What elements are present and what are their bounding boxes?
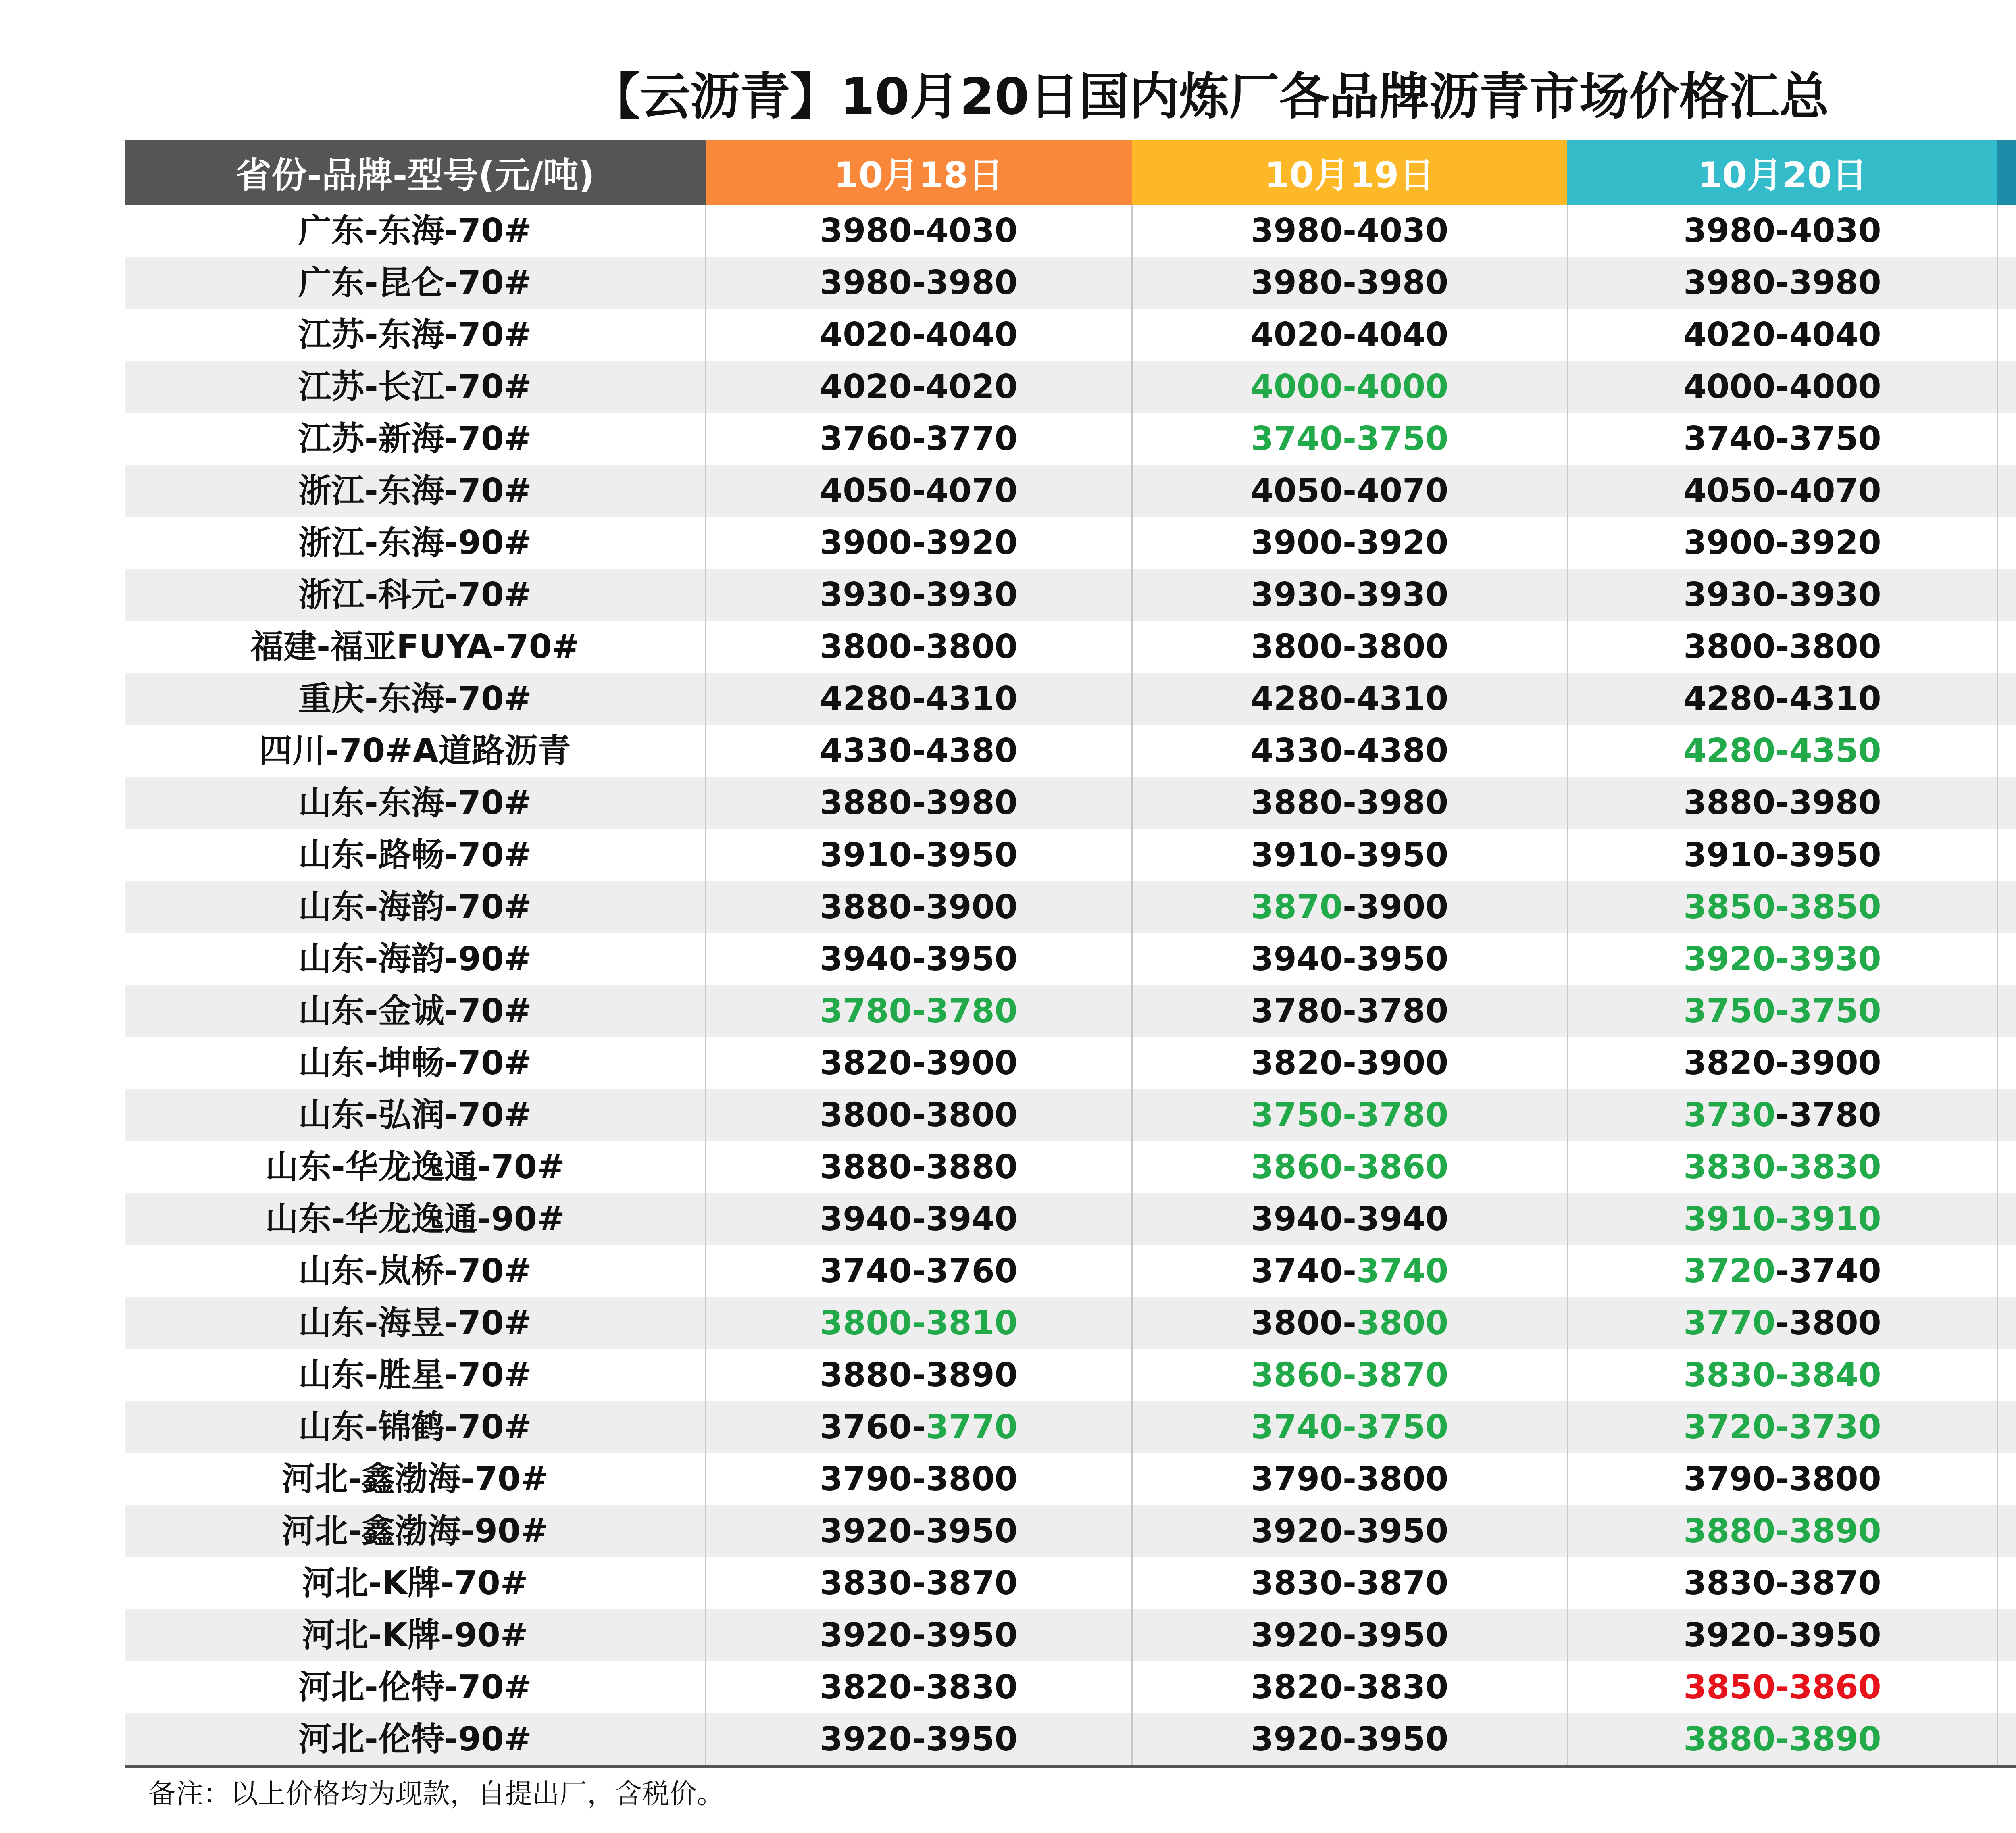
price-oct-20-cell [1567, 517, 1997, 569]
value-segment: 3940-3940 [820, 1200, 1018, 1238]
product-cell: 山东-华龙逸通-70# [265, 1148, 565, 1186]
value-segment: 4280-4310 [1683, 680, 1881, 718]
table-row [125, 1661, 2016, 1713]
price-oct-20-cell [1567, 257, 1997, 309]
value-segment: 3760-3770 [820, 420, 1018, 458]
table-row [125, 1453, 2016, 1505]
price-oct-20-cell [1567, 1557, 1997, 1609]
value-segment: 3740- [1250, 1252, 1357, 1290]
price-oct-19-cell [1132, 777, 1567, 829]
value-segment: 3850-3860 [1683, 1668, 1881, 1706]
price-oct-19-cell [1132, 361, 1567, 413]
product-cell: 山东-海韵-70# [125, 881, 706, 933]
value-segment: 3800-3800 [1250, 628, 1449, 666]
value-segment: 3940-3950 [820, 940, 1018, 978]
value-segment: 3920-3950 [1250, 1512, 1449, 1550]
value-segment: 4280-4310 [1250, 680, 1449, 718]
price-oct-20-cell [1567, 1297, 1997, 1349]
change-cell [1997, 257, 2016, 309]
value-segment: 3740-3750 [1250, 1408, 1449, 1446]
value-segment: 3720-3730 [1683, 1408, 1881, 1446]
value-segment: 3980-3980 [1683, 264, 1881, 302]
value-segment: 3750-3780 [1250, 1096, 1449, 1134]
price-oct-18-cell [706, 1557, 1132, 1609]
value-segment: 3780-3780 [820, 992, 1018, 1030]
value-segment: 3760- [820, 1408, 926, 1446]
value-segment: 3820-3830 [820, 1668, 1018, 1706]
change-cell [1997, 517, 2016, 569]
table-row [125, 257, 2016, 309]
product-cell: 山东-锦鹤-70# [125, 1401, 706, 1453]
change-cell [1997, 881, 2016, 933]
value-segment: -3740 [1775, 1252, 1881, 1290]
change-cell [1997, 777, 2016, 829]
price-oct-20-cell [1567, 1661, 1997, 1713]
price-oct-19-cell [1132, 257, 1567, 309]
price-oct-18-cell [706, 1661, 1132, 1713]
price-oct-18-cell [706, 881, 1132, 933]
value-segment: 3920-3950 [820, 1720, 1018, 1758]
value-segment: 3930-3930 [1683, 576, 1881, 614]
product-cell: 山东-岚桥-70# [298, 1252, 532, 1290]
product-cell: 山东-东海-70# [125, 777, 706, 829]
change-cell [1997, 1193, 2016, 1245]
table-row [125, 361, 2016, 413]
table-row [125, 673, 2016, 725]
value-segment: 3820-3900 [1250, 1044, 1449, 1082]
price-oct-20-cell [1567, 1245, 1997, 1297]
price-oct-19-cell [1132, 465, 1567, 517]
table-row [125, 1037, 2016, 1089]
price-oct-18-cell [706, 1713, 1132, 1767]
change-cell [1997, 205, 2016, 257]
price-oct-19-cell [1132, 933, 1567, 985]
change-cell [1997, 413, 2016, 465]
value-segment: 3800-3800 [1683, 628, 1881, 666]
price-oct-19-cell [1132, 985, 1567, 1037]
price-oct-18-cell [706, 1349, 1132, 1401]
value-segment: 3910-3950 [820, 836, 1018, 874]
price-oct-19-cell [1132, 205, 1567, 257]
price-oct-18-cell [706, 777, 1132, 829]
price-oct-18-cell [706, 673, 1132, 725]
value-segment: 3920-3950 [1250, 1720, 1449, 1758]
change-cell [1997, 1245, 2016, 1297]
change-cell [1997, 1453, 2016, 1505]
product-cell: 四川-70#A道路沥青 [259, 732, 571, 770]
price-oct-19-cell [1132, 673, 1567, 725]
header-change [1997, 140, 2016, 205]
table-row [125, 621, 2016, 673]
table-row [125, 1245, 2016, 1297]
product-cell: 山东-海韵-90# [298, 940, 532, 978]
change-cell [1997, 1349, 2016, 1401]
price-oct-18-cell [706, 1401, 1132, 1453]
value-segment: 3930-3930 [820, 576, 1018, 614]
change-cell [1997, 465, 2016, 517]
table-row [125, 1401, 2016, 1453]
value-segment: 3770 [925, 1408, 1018, 1446]
price-oct-18-cell [706, 1089, 1132, 1141]
table-row [125, 1505, 2016, 1557]
change-cell [1997, 1557, 2016, 1609]
price-oct-19-cell [1132, 1401, 1567, 1453]
price-oct-20-cell [1567, 933, 1997, 985]
value-segment: -3900 [1342, 888, 1449, 926]
value-segment: 3910-3950 [1250, 836, 1449, 874]
value-segment: 3800-3810 [820, 1304, 1018, 1342]
value-segment: 3740 [1356, 1252, 1449, 1290]
price-oct-19-cell [1132, 309, 1567, 361]
value-segment: 4020-4040 [1683, 316, 1881, 354]
product-cell: 重庆-东海-70# [125, 673, 706, 725]
price-oct-19-cell [1132, 1349, 1567, 1401]
price-oct-20-cell [1567, 1193, 1997, 1245]
price-oct-20-cell [1567, 1349, 1997, 1401]
price-oct-20-cell [1567, 1089, 1997, 1141]
price-oct-18-cell [706, 1245, 1132, 1297]
product-cell: 河北-鑫渤海-70# [281, 1460, 548, 1498]
value-segment: 3850-3850 [1683, 888, 1881, 926]
header-oct-18: 10月18日 [706, 140, 1132, 205]
product-cell: 山东-胜星-70# [298, 1356, 532, 1394]
price-oct-20-cell [1567, 673, 1997, 725]
table-row [125, 1089, 2016, 1141]
price-oct-20-cell [1567, 1141, 1997, 1193]
value-segment: 3800-3800 [820, 1096, 1018, 1134]
price-oct-19-cell [1132, 1713, 1567, 1767]
change-cell [1997, 1401, 2016, 1453]
price-oct-19-cell [1132, 725, 1567, 777]
price-oct-19-cell [1132, 1089, 1567, 1141]
value-segment: 3940-3950 [1250, 940, 1449, 978]
value-segment: 3980-3980 [1250, 264, 1449, 302]
price-table [125, 140, 2016, 1768]
value-segment: 4020-4040 [820, 316, 1018, 354]
price-oct-19-cell [1132, 621, 1567, 673]
value-segment: 3880-3890 [1683, 1720, 1881, 1758]
price-oct-20-cell [1567, 205, 1997, 257]
price-oct-20-cell [1567, 569, 1997, 621]
value-segment: 4000-4000 [1683, 368, 1881, 406]
price-oct-19-cell [1132, 1193, 1567, 1245]
change-cell [1997, 361, 2016, 413]
change-cell [1997, 1297, 2016, 1349]
price-oct-19-cell [1132, 1297, 1567, 1349]
price-oct-19-cell [1132, 1037, 1567, 1089]
table-row [125, 205, 2016, 257]
change-cell [1997, 985, 2016, 1037]
product-cell: 福建-福亚FUYA-70# [250, 628, 580, 666]
price-oct-20-cell [1567, 1401, 1997, 1453]
value-segment: 3830-3830 [1683, 1148, 1881, 1186]
table-row [125, 1713, 2016, 1767]
price-oct-20-cell [1567, 881, 1997, 933]
product-cell: 浙江-东海-90# [298, 524, 532, 562]
value-segment: 4280-4310 [820, 680, 1018, 718]
value-segment: 4050-4070 [820, 472, 1018, 510]
price-oct-19-cell [1132, 1245, 1567, 1297]
product-cell: 江苏-东海-70# [298, 316, 532, 354]
price-oct-20-cell [1567, 1453, 1997, 1505]
price-oct-19-cell [1132, 1557, 1567, 1609]
price-oct-18-cell [706, 257, 1132, 309]
value-segment: 3830-3840 [1683, 1356, 1881, 1394]
header-oct-19: 10月19日 [1132, 140, 1567, 205]
header-oct-20: 10月20日 [1567, 140, 1997, 205]
value-segment: 3830-3870 [1683, 1564, 1881, 1602]
price-oct-19-cell [1132, 1609, 1567, 1661]
change-cell [1997, 673, 2016, 725]
table-row [125, 881, 2016, 933]
product-cell: 山东-金诚-70# [125, 985, 706, 1037]
value-segment: 3870 [1250, 888, 1343, 926]
header-province-brand-model: 省份-品牌-型号(元/吨) [125, 140, 706, 205]
value-segment: 3930-3930 [1250, 576, 1449, 614]
value-segment: 3740-3750 [1683, 420, 1881, 458]
value-segment: 3920-3950 [820, 1512, 1018, 1550]
value-segment: 3980-4030 [1683, 212, 1881, 250]
value-segment: 3920-3950 [1250, 1616, 1449, 1654]
value-segment: 3800- [1250, 1304, 1357, 1342]
change-cell [1997, 1609, 2016, 1661]
price-oct-18-cell [706, 1609, 1132, 1661]
product-cell: 广东-东海-70# [298, 212, 532, 250]
product-cell: 广东-昆仑-70# [125, 257, 706, 309]
table-row [125, 829, 2016, 881]
price-oct-20-cell [1567, 985, 1997, 1037]
product-cell: 山东-弘润-70# [125, 1089, 706, 1141]
table-row [125, 1609, 2016, 1661]
price-oct-18-cell [706, 1037, 1132, 1089]
value-segment: -3780 [1775, 1096, 1881, 1134]
price-oct-18-cell [706, 1141, 1132, 1193]
price-oct-20-cell [1567, 725, 1997, 777]
value-segment: 4050-4070 [1250, 472, 1449, 510]
value-segment: 3980-4030 [820, 212, 1018, 250]
price-oct-18-cell [706, 621, 1132, 673]
price-oct-20-cell [1567, 1609, 1997, 1661]
value-segment: 3720 [1683, 1252, 1776, 1290]
price-oct-20-cell [1567, 465, 1997, 517]
price-oct-18-cell [706, 933, 1132, 985]
value-segment: 3880-3890 [820, 1356, 1018, 1394]
product-cell: 河北-K牌-90# [125, 1609, 706, 1661]
price-oct-20-cell [1567, 777, 1997, 829]
value-segment: 3880-3980 [1683, 784, 1881, 822]
product-cell: 河北-K牌-70# [302, 1564, 528, 1602]
value-segment: 3740-3760 [820, 1252, 1018, 1290]
table-header [125, 140, 2016, 205]
table-row [125, 1557, 2016, 1609]
table-row [125, 725, 2016, 777]
price-oct-19-cell [1132, 1505, 1567, 1557]
price-oct-19-cell [1132, 881, 1567, 933]
product-cell: 河北-伦特-90# [125, 1713, 706, 1767]
price-oct-20-cell [1567, 1037, 1997, 1089]
value-segment: 4000-4000 [1250, 368, 1449, 406]
product-cell: 山东-海昱-70# [125, 1297, 706, 1349]
price-oct-18-cell [706, 829, 1132, 881]
value-segment: 3820-3900 [820, 1044, 1018, 1082]
price-oct-18-cell [706, 725, 1132, 777]
price-oct-19-cell [1132, 829, 1567, 881]
price-oct-18-cell [706, 1297, 1132, 1349]
value-segment: 4280-4350 [1683, 732, 1881, 770]
value-segment: 3800-3800 [820, 628, 1018, 666]
value-segment: -3800 [1775, 1304, 1881, 1342]
value-segment: 3900-3920 [1250, 524, 1449, 562]
value-segment: 3790-3800 [1250, 1460, 1449, 1498]
value-segment: 4020-4020 [820, 368, 1018, 406]
price-oct-19-cell [1132, 1661, 1567, 1713]
price-oct-19-cell [1132, 413, 1567, 465]
price-oct-20-cell [1567, 1505, 1997, 1557]
price-oct-20-cell [1567, 309, 1997, 361]
price-oct-19-cell [1132, 1141, 1567, 1193]
price-oct-18-cell [706, 569, 1132, 621]
change-cell [1997, 933, 2016, 985]
change-cell [1997, 1037, 2016, 1089]
product-cell: 浙江-科元-70# [125, 569, 706, 621]
value-segment: 4330-4380 [820, 732, 1018, 770]
value-segment: 3860-3860 [1250, 1148, 1449, 1186]
value-segment: 4050-4070 [1683, 472, 1881, 510]
price-oct-18-cell [706, 1453, 1132, 1505]
price-oct-18-cell [706, 309, 1132, 361]
table-row [125, 777, 2016, 829]
page-title: 【云沥青】10月20日国内炼厂各品牌沥青市场价格汇总 [590, 68, 1829, 126]
value-segment: 3980-3980 [820, 264, 1018, 302]
value-segment: 3920-3950 [1683, 1616, 1881, 1654]
product-cell: 山东-路畅-70# [298, 836, 532, 874]
value-segment: 3920-3930 [1683, 940, 1881, 978]
change-cell [1997, 1505, 2016, 1557]
change-cell [1997, 1661, 2016, 1713]
price-oct-18-cell [706, 517, 1132, 569]
value-segment: 3910-3950 [1683, 836, 1881, 874]
table-body [125, 205, 2016, 1767]
product-cell: 河北-鑫渤海-90# [125, 1505, 706, 1557]
value-segment: 3910-3910 [1683, 1200, 1881, 1238]
change-cell [1997, 829, 2016, 881]
value-segment: 3830-3870 [1250, 1564, 1449, 1602]
value-segment: 3740-3750 [1250, 420, 1449, 458]
value-segment: 3800 [1356, 1304, 1449, 1342]
table-row [125, 569, 2016, 621]
table-row [125, 933, 2016, 985]
price-oct-20-cell [1567, 829, 1997, 881]
value-segment: 3830-3870 [820, 1564, 1018, 1602]
value-segment: 3860-3870 [1250, 1356, 1449, 1394]
product-cell: 浙江-东海-70# [125, 465, 706, 517]
value-segment: 3920-3950 [820, 1616, 1018, 1654]
price-oct-20-cell [1567, 413, 1997, 465]
value-segment: 3770 [1683, 1304, 1776, 1342]
price-oct-18-cell [706, 1193, 1132, 1245]
price-oct-18-cell [706, 205, 1132, 257]
table-row [125, 985, 2016, 1037]
product-cell: 江苏-新海-70# [298, 420, 532, 458]
value-segment: 3790-3800 [820, 1460, 1018, 1498]
value-segment: 3790-3800 [1683, 1460, 1881, 1498]
price-oct-19-cell [1132, 517, 1567, 569]
product-cell: 山东-坤畅-70# [298, 1044, 532, 1082]
table-row [125, 1297, 2016, 1349]
price-oct-18-cell [706, 465, 1132, 517]
price-oct-18-cell [706, 985, 1132, 1037]
change-cell [1997, 1141, 2016, 1193]
value-segment: 3820-3900 [1683, 1044, 1881, 1082]
table-row [125, 309, 2016, 361]
price-oct-20-cell [1567, 361, 1997, 413]
value-segment: 3820-3830 [1250, 1668, 1449, 1706]
price-oct-18-cell [706, 413, 1132, 465]
footnote: 备注：以上价格均为现款，自提出厂，含税价。 [148, 1778, 725, 1810]
value-segment: 3940-3940 [1250, 1200, 1449, 1238]
product-cell: 河北-伦特-70# [298, 1668, 532, 1706]
value-segment: 4330-4380 [1250, 732, 1449, 770]
change-cell [1997, 1713, 2016, 1767]
change-cell [1997, 309, 2016, 361]
table-row [125, 413, 2016, 465]
value-segment: 3880-3980 [820, 784, 1018, 822]
value-segment: 3880-3880 [820, 1148, 1018, 1186]
table-row [125, 1349, 2016, 1401]
value-segment: 3880-3900 [820, 888, 1018, 926]
table-row [125, 465, 2016, 517]
value-segment: 3880-3980 [1250, 784, 1449, 822]
change-cell [1997, 725, 2016, 777]
product-cell: 江苏-长江-70# [125, 361, 706, 413]
value-segment: 3900-3920 [820, 524, 1018, 562]
value-segment: 3730 [1683, 1096, 1776, 1134]
table-row [125, 1141, 2016, 1193]
table-row [125, 517, 2016, 569]
value-segment: 4020-4040 [1250, 316, 1449, 354]
price-oct-19-cell [1132, 569, 1567, 621]
value-segment: 3900-3920 [1683, 524, 1881, 562]
value-segment: 3750-3750 [1683, 992, 1881, 1030]
change-cell [1997, 1089, 2016, 1141]
product-cell: 山东-华龙逸通-90# [125, 1193, 706, 1245]
change-cell [1997, 569, 2016, 621]
table-row [125, 1193, 2016, 1245]
price-oct-20-cell [1567, 621, 1997, 673]
price-oct-18-cell [706, 1505, 1132, 1557]
value-segment: 3980-4030 [1250, 212, 1449, 250]
price-oct-19-cell [1132, 1453, 1567, 1505]
price-oct-18-cell [706, 361, 1132, 413]
value-segment: 3880-3890 [1683, 1512, 1881, 1550]
value-segment: 3780-3780 [1250, 992, 1449, 1030]
price-oct-20-cell [1567, 1713, 1997, 1767]
change-cell [1997, 621, 2016, 673]
